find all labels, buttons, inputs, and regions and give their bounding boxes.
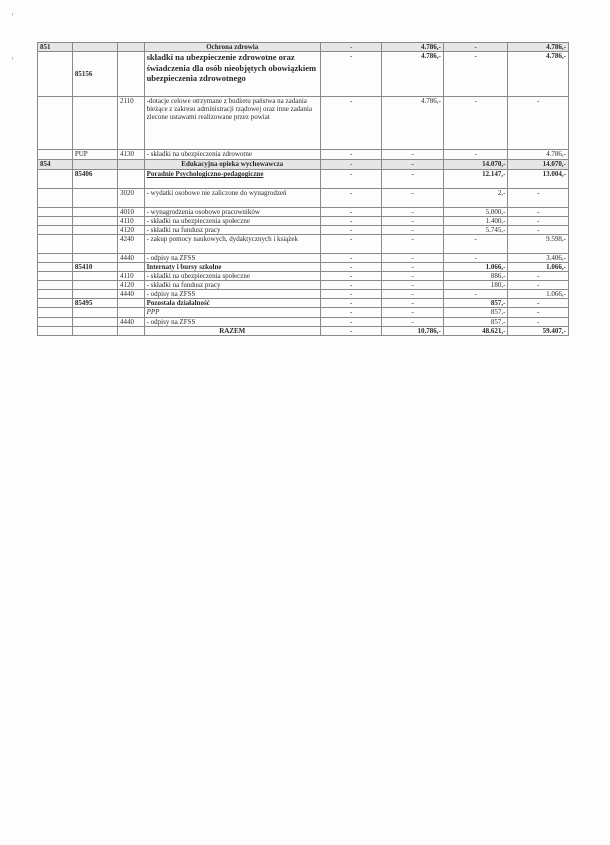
- table-body: [38, 43, 569, 336]
- value-cell-1: -: [320, 326, 382, 335]
- value-cell-4: 4.786,-: [508, 150, 569, 160]
- table-row: [38, 299, 569, 308]
- value-cell-4: 59.407,-: [508, 326, 569, 335]
- table-row: [38, 208, 569, 217]
- value-cell-2: -: [382, 150, 444, 160]
- paragraf-cell: [117, 263, 144, 272]
- value-cell-1: -: [320, 281, 382, 290]
- dzial-cell: [38, 272, 73, 281]
- value-cell-3: 1.400,-: [443, 217, 508, 226]
- rozdzial-cell: 85495: [72, 299, 117, 308]
- table-row: [38, 272, 569, 281]
- description-cell: Internaty i bursy szkolne: [144, 263, 320, 272]
- paragraf-cell: [117, 308, 144, 317]
- value-cell-4: 1.066,-: [508, 290, 569, 299]
- value-cell-3: 5.745,-: [443, 226, 508, 235]
- value-cell-1: -: [320, 272, 382, 281]
- value-cell-2: -: [382, 226, 444, 235]
- description-cell: - wydatki osobowe nie zaliczone do wynagrodzeń: [144, 189, 320, 208]
- rozdzial-cell: [72, 189, 117, 208]
- value-cell-2: -: [382, 189, 444, 208]
- rozdzial-cell: [72, 208, 117, 217]
- table-row: [38, 97, 569, 150]
- rozdzial-cell: [72, 281, 117, 290]
- dzial-cell: [38, 189, 73, 208]
- description-cell: - składki na fundusz pracy: [144, 281, 320, 290]
- paragraf-cell: 4440: [117, 254, 144, 263]
- table-row: [38, 254, 569, 263]
- paragraf-cell: 4440: [117, 290, 144, 299]
- paragraf-cell: [117, 43, 144, 52]
- paragraf-cell: 4120: [117, 226, 144, 235]
- value-cell-2: 4.786,-: [382, 97, 444, 150]
- value-cell-2: -: [382, 299, 444, 308]
- value-cell-4: -: [508, 97, 569, 150]
- value-cell-2: -: [382, 217, 444, 226]
- dzial-cell: [38, 326, 73, 335]
- value-cell-4: -: [508, 308, 569, 317]
- value-cell-4: -: [508, 281, 569, 290]
- paragraf-cell: [117, 299, 144, 308]
- value-cell-1: -: [320, 299, 382, 308]
- value-cell-4: 9.598,-: [508, 235, 569, 254]
- description-cell: - wynagrodzenia osobowe pracowników: [144, 208, 320, 217]
- paragraf-cell: 4130: [117, 150, 144, 160]
- description-cell: - zakup pomocy naukowych, dydaktycznych i książek: [144, 235, 320, 254]
- value-cell-1: -: [320, 43, 382, 52]
- table-row: [38, 235, 569, 254]
- description-cell: składki na ubezpieczenie zdrowotne oraz świadczenia dla osób nieobjętych obowiązkiem ubezpieczenia zdrowotnego: [144, 52, 320, 97]
- value-cell-3: 180,-: [443, 281, 508, 290]
- value-cell-3: -: [443, 43, 508, 52]
- value-cell-3: -: [443, 52, 508, 97]
- rozdzial-cell: [72, 217, 117, 226]
- value-cell-3: 857,-: [443, 317, 508, 326]
- value-cell-4: -: [508, 226, 569, 235]
- paragraf-cell: [117, 52, 144, 97]
- value-cell-1: -: [320, 217, 382, 226]
- value-cell-2: 4.786,-: [382, 52, 444, 97]
- rozdzial-cell: PUP: [72, 150, 117, 160]
- value-cell-1: -: [320, 235, 382, 254]
- value-cell-1: -: [320, 308, 382, 317]
- table-row: [38, 317, 569, 326]
- dzial-cell: [38, 263, 73, 272]
- value-cell-4: 4.786,-: [508, 52, 569, 97]
- description-cell: - odpisy na ZFSS: [144, 254, 320, 263]
- value-cell-1: -: [320, 150, 382, 160]
- value-cell-3: 857,-: [443, 299, 508, 308]
- description-cell: Pozostała działalność: [144, 299, 320, 308]
- section-row: [38, 43, 569, 52]
- dzial-cell: [38, 254, 73, 263]
- dzial-cell: [38, 281, 73, 290]
- value-cell-1: -: [320, 97, 382, 150]
- value-cell-2: 4.786,-: [382, 43, 444, 52]
- value-cell-2: -: [382, 235, 444, 254]
- rozdzial-cell: [72, 272, 117, 281]
- dzial-cell: [38, 299, 73, 308]
- value-cell-3: 1.066,-: [443, 263, 508, 272]
- description-cell: - odpisy na ZFSS: [144, 317, 320, 326]
- dzial-cell: [38, 226, 73, 235]
- value-cell-4: -: [508, 299, 569, 308]
- value-cell-2: -: [382, 208, 444, 217]
- section-row: [38, 160, 569, 170]
- value-cell-3: 14.070,-: [443, 160, 508, 170]
- rozdzial-cell: [72, 317, 117, 326]
- value-cell-3: 5.000,-: [443, 208, 508, 217]
- value-cell-4: 13.004,-: [508, 170, 569, 189]
- value-cell-2: -: [382, 308, 444, 317]
- paragraf-cell: 4120: [117, 281, 144, 290]
- value-cell-1: -: [320, 160, 382, 170]
- value-cell-2: -: [382, 254, 444, 263]
- rozdzial-cell: [72, 235, 117, 254]
- table-row: [38, 290, 569, 299]
- margin-mark: ': [12, 12, 14, 21]
- rozdzial-cell: 85410: [72, 263, 117, 272]
- table-row: [38, 281, 569, 290]
- table-row: [38, 150, 569, 160]
- description-cell: RAZEM: [144, 326, 320, 335]
- total-row: [38, 326, 569, 335]
- value-cell-2: -: [382, 170, 444, 189]
- dzial-cell: [38, 170, 73, 189]
- dzial-cell: 851: [38, 43, 73, 52]
- value-cell-1: -: [320, 52, 382, 97]
- paragraf-cell: 4110: [117, 217, 144, 226]
- value-cell-2: 10.786,-: [382, 326, 444, 335]
- budget-table: [37, 42, 569, 336]
- value-cell-4: 14.070,-: [508, 160, 569, 170]
- value-cell-4: 4.786,-: [508, 43, 569, 52]
- rozdzial-cell: [72, 43, 117, 52]
- description-cell: Edukacyjna opieka wychowawcza: [144, 160, 320, 170]
- description-cell: - składki na ubezpieczenia społeczne: [144, 217, 320, 226]
- table-row: [38, 189, 569, 208]
- description-cell: - składki na fundusz pracy: [144, 226, 320, 235]
- paragraf-cell: 4240: [117, 235, 144, 254]
- value-cell-4: -: [508, 189, 569, 208]
- description-cell: - składki na ubezpieczenia społeczne: [144, 272, 320, 281]
- margin-mark: ': [12, 56, 14, 65]
- table-row: [38, 217, 569, 226]
- rozdzial-cell: [72, 326, 117, 335]
- value-cell-3: -: [443, 150, 508, 160]
- value-cell-2: -: [382, 317, 444, 326]
- table-row: [38, 52, 569, 97]
- rozdzial-cell: [72, 308, 117, 317]
- value-cell-1: -: [320, 317, 382, 326]
- table-row: [38, 226, 569, 235]
- value-cell-1: -: [320, 189, 382, 208]
- description-cell: PPP: [144, 308, 320, 317]
- description-cell: - odpisy na ZFSS: [144, 290, 320, 299]
- dzial-cell: [38, 290, 73, 299]
- dzial-cell: [38, 235, 73, 254]
- value-cell-3: 12.147,-: [443, 170, 508, 189]
- value-cell-4: -: [508, 217, 569, 226]
- value-cell-4: 1.066,-: [508, 263, 569, 272]
- rozdzial-cell: [72, 290, 117, 299]
- value-cell-2: -: [382, 281, 444, 290]
- value-cell-3: -: [443, 254, 508, 263]
- value-cell-2: -: [382, 263, 444, 272]
- value-cell-4: -: [508, 272, 569, 281]
- value-cell-4: -: [508, 317, 569, 326]
- value-cell-2: -: [382, 160, 444, 170]
- rozdzial-cell: [72, 97, 117, 150]
- rozdzial-cell: [72, 226, 117, 235]
- paragraf-cell: [117, 326, 144, 335]
- value-cell-3: 886,-: [443, 272, 508, 281]
- description-cell: Poradnie Psychologiczno-pedagogiczne: [144, 170, 320, 189]
- dzial-cell: [38, 150, 73, 160]
- value-cell-4: 3.406,-: [508, 254, 569, 263]
- table-row: [38, 308, 569, 317]
- paragraf-cell: 4440: [117, 317, 144, 326]
- table-row: [38, 170, 569, 189]
- value-cell-3: -: [443, 290, 508, 299]
- value-cell-3: 48.621,-: [443, 326, 508, 335]
- dzial-cell: [38, 97, 73, 150]
- value-cell-2: -: [382, 290, 444, 299]
- paragraf-cell: 2110: [117, 97, 144, 150]
- paragraf-cell: 4010: [117, 208, 144, 217]
- value-cell-1: -: [320, 170, 382, 189]
- description-cell: -dotacje celowe otrzymane z budżetu państwa na zadania bieżące z zakresu administracji rządowej oraz inne zadania zlecone ustawami realizowane przez powiat: [144, 97, 320, 150]
- dzial-cell: [38, 317, 73, 326]
- rozdzial-cell: [72, 254, 117, 263]
- dzial-cell: 854: [38, 160, 73, 170]
- value-cell-1: -: [320, 290, 382, 299]
- value-cell-3: 2,-: [443, 189, 508, 208]
- rozdzial-cell: 85406: [72, 170, 117, 189]
- description-cell: - składki na ubezpieczenia zdrowotne: [144, 150, 320, 160]
- paragraf-cell: [117, 170, 144, 189]
- description-cell: Ochrona zdrowia: [144, 43, 320, 52]
- dzial-cell: [38, 308, 73, 317]
- value-cell-3: -: [443, 235, 508, 254]
- value-cell-1: -: [320, 208, 382, 217]
- dzial-cell: [38, 52, 73, 97]
- dzial-cell: [38, 208, 73, 217]
- table-row: [38, 263, 569, 272]
- value-cell-3: 857,-: [443, 308, 508, 317]
- value-cell-2: -: [382, 272, 444, 281]
- paragraf-cell: 3020: [117, 189, 144, 208]
- value-cell-3: -: [443, 97, 508, 150]
- rozdzial-cell: [72, 160, 117, 170]
- value-cell-1: -: [320, 254, 382, 263]
- value-cell-1: -: [320, 263, 382, 272]
- paragraf-cell: [117, 160, 144, 170]
- paragraf-cell: 4110: [117, 272, 144, 281]
- value-cell-1: -: [320, 226, 382, 235]
- rozdzial-cell: 85156: [72, 52, 117, 97]
- dzial-cell: [38, 217, 73, 226]
- value-cell-4: -: [508, 208, 569, 217]
